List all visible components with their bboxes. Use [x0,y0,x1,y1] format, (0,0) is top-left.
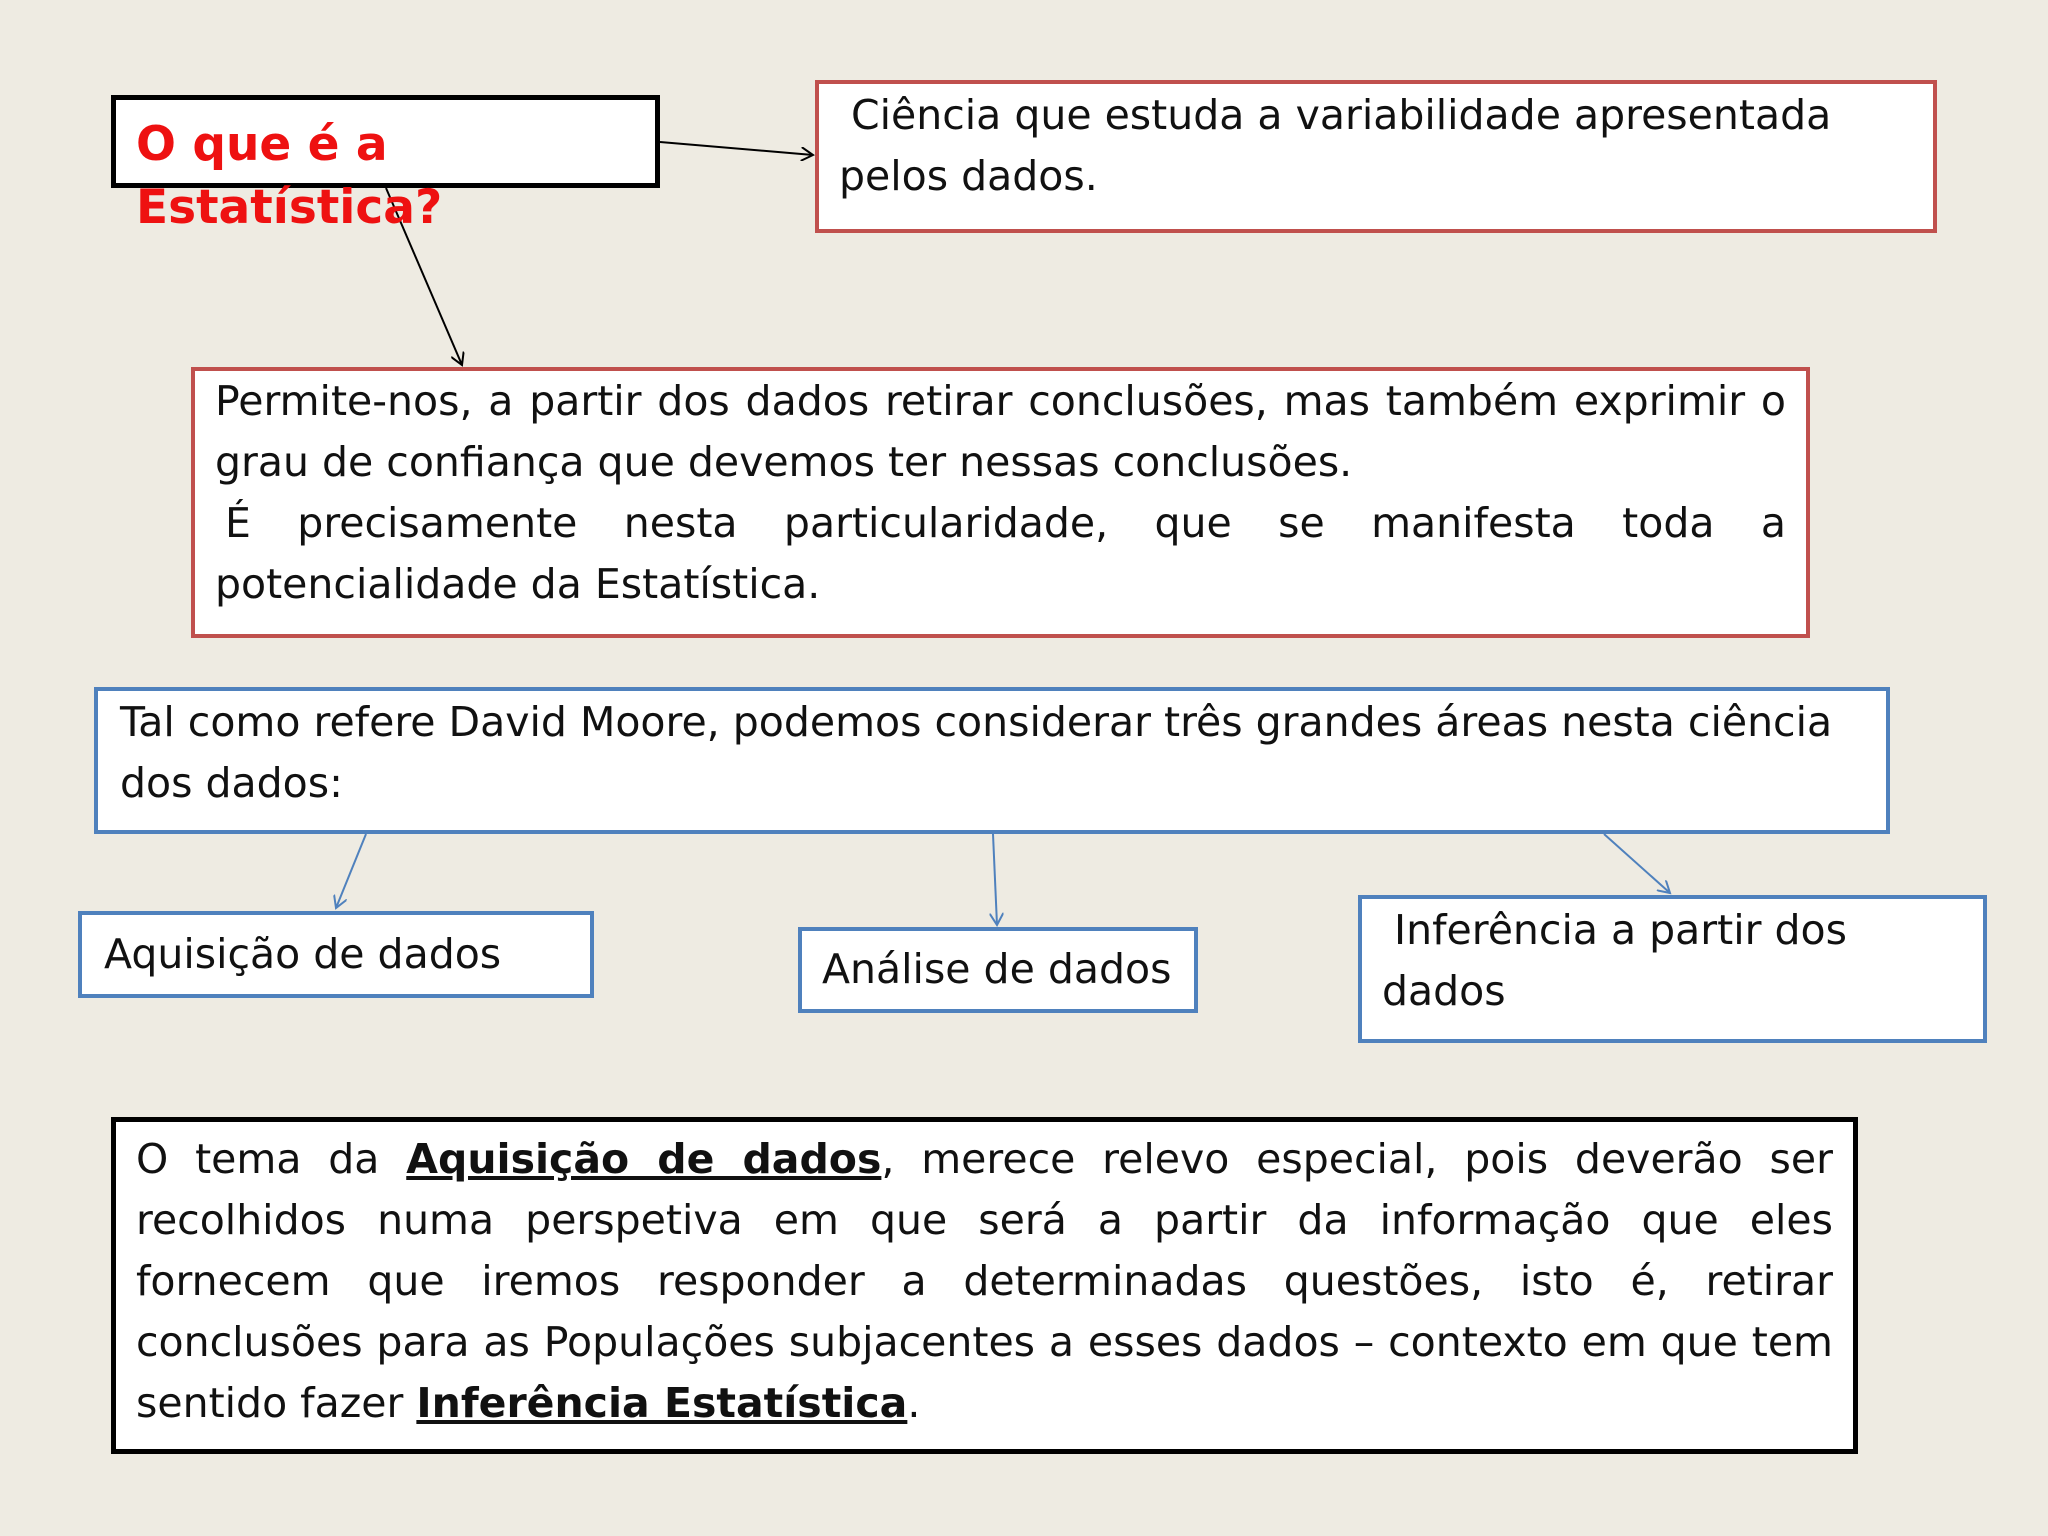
arrow-title-to-definition [660,142,813,155]
conclusion-emphasis-inferencia: Inferência Estatística [416,1379,908,1427]
conclusion-part-1: O tema da [136,1135,407,1183]
purpose-line-1: Permite-nos, a partir dos dados retirar conclusões, mas também exprimir o grau de confiança que devemos ter nessas conclusões. [215,377,1786,486]
conclusion-part-2: , merece relevo especial, pois deverão ser recolhidos numa perspetiva em que será a partir da informação que eles fornecem que iremos responder a determinadas questões, isto é, retirar conclusões para as Populações subjacentes a esses dados – contexto em que tem sentido fazer [136,1135,1833,1427]
purpose-box [191,367,1810,638]
arrow-intro-to-inferencia [1604,834,1670,893]
purpose-line-2: É precisamente nesta particularidade, que se manifesta toda a potencialidade da Estatística. [215,499,1786,608]
conclusion-box [111,1117,1858,1454]
definition-text: Ciência que estuda a variabilidade apresentada pelos dados. [839,91,1832,200]
conclusion-emphasis-aquisicao: Aquisição de dados [406,1135,882,1183]
area-inferencia-box [1358,895,1987,1043]
area-inferencia-label: Inferência a partir dos dados [1382,906,1847,1015]
conclusion-part-3: . [907,1379,921,1427]
area-analise-label: Análise de dados [822,945,1172,993]
arrow-intro-to-aquisicao [336,834,366,908]
conclusion-text [136,1129,1833,1434]
area-aquisicao-label: Aquisição de dados [104,930,502,978]
moore-intro-box [94,687,1890,834]
moore-intro-text: Tal como refere David Moore, podemos considerar três grandes áreas nesta ciência dos dados: [120,698,1833,807]
page-title: O que é a Estatística? [136,117,443,235]
arrow-intro-to-analise [993,834,997,925]
area-analise-box [798,927,1198,1013]
definition-box [815,80,1937,233]
title-box [111,95,660,235]
area-aquisicao-box [78,911,594,998]
